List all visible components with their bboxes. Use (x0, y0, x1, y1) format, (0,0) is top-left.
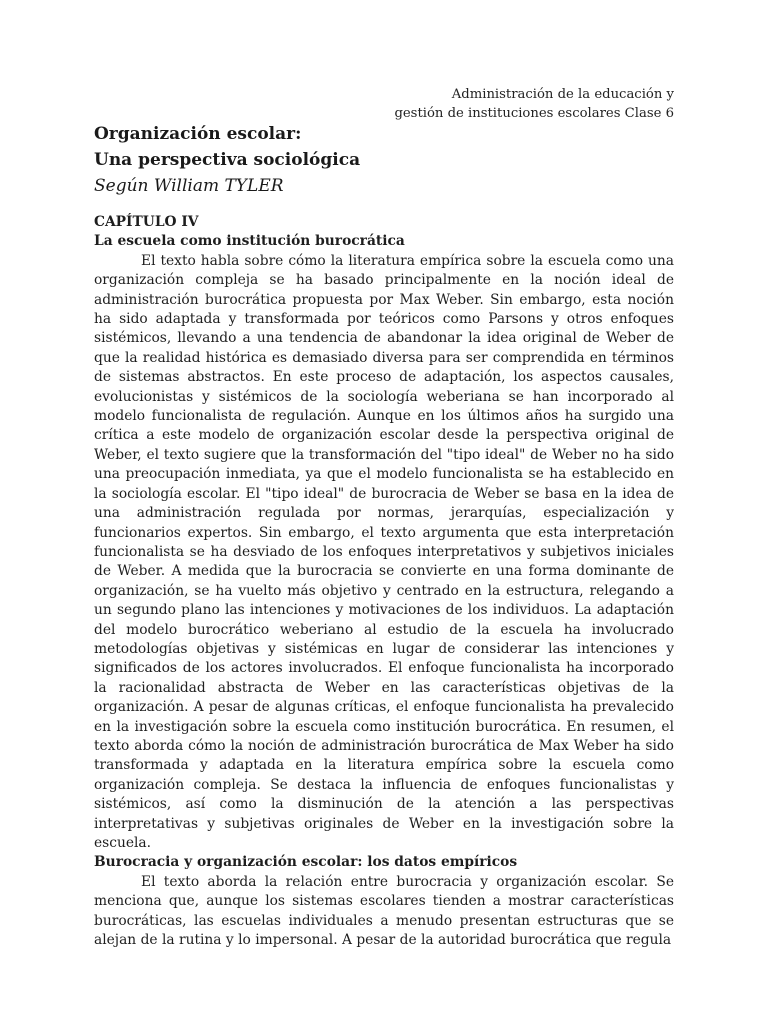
document-title-line-2: Una perspectiva sociológica (94, 150, 361, 170)
course-header (394, 85, 674, 123)
paragraph-2: El texto aborda la relación entre burocracia y organización escolar. Se menciona que, aunque los sistemas escolares tienden a mostrar características burocráticas, las escuelas individuales a menudo presentan estructuras que se alejan de la rutina y lo impersonal. A pesar de la autoridad burocrática que regula (94, 873, 674, 949)
course-header-line-2: gestión de instituciones escolares Clase 6 (394, 106, 674, 121)
document-title-line-1: Organización escolar: (94, 124, 302, 144)
author-line: Según William TYLER (94, 176, 284, 196)
chapter-heading: CAPÍTULO IV (94, 214, 199, 230)
title-block (94, 121, 674, 199)
document-body (94, 213, 674, 950)
paragraph-1: El texto habla sobre cómo la literatura empírica sobre la escuela como una organización compleja se ha basado principalmente en la noción ideal de administración burocrática propuesta por Max Weber. Sin embargo, esta noción ha sido adaptada y transformada por teóricos como Parsons y otros enfoques sistémicos, llevando a una tendencia de abandonar la idea original de Weber de que la realidad histórica es demasiado diversa para ser comprendida en términos de sistemas abstractos. En este proceso de adaptación, los aspectos causales, evolucionistas y sistémicos de la sociología weberiana se han incorporado al modelo funcionalista de regulación. Aunque en los últimos años ha surgido una crítica a este modelo de organización escolar desde la perspectiva original de Weber, el texto sugiere que la transformación del "tipo ideal" de Weber no ha sido una preocupación inmediata, ya que el modelo funcionalista se ha establecido en la sociología escolar. El "tipo ideal" de burocracia de Weber se basa en la idea de una administración regulada por normas, jerarquías, especialización y funcionarios expertos. Sin embargo, el texto argumenta que esta interpretación funcionalista se ha desviado de los enfoques interpretativos y subjetivos iniciales de Weber. A medida que la burocracia se convierte en una forma dominante de organización, se ha vuelto más objetivo y centrado en la estructura, relegando a un segundo plano las intenciones y motivaciones de los individuos. La adaptación del modelo burocrático weberiano al estudio de la escuela ha involucrado metodologías objetivas y sistémicas en lugar de considerar las intenciones y significados de los actores involucrados. El enfoque funcionalista ha incorporado la racionalidad abstracta de Weber en las características objetivas de la organización. A pesar de algunas críticas, el enfoque funcionalista ha prevalecido en la investigación sobre la escuela como institución burocrática. En resumen, el texto aborda cómo la noción de administración burocrática de Max Weber ha sido transformada y adaptada en la literatura empírica sobre la escuela como organización compleja. Se destaca la influencia de enfoques funcionalistas y sistémicos, así como la disminución de la atención a las perspectivas interpretativas y subjetivas originales de Weber en la investigación sobre la escuela. (94, 252, 674, 851)
course-header-line-1: Administración de la educación y (451, 87, 674, 102)
section-heading-1: La escuela como institución burocrática (94, 233, 405, 250)
section-heading-2: Burocracia y organización escolar: los datos empíricos (94, 854, 518, 871)
